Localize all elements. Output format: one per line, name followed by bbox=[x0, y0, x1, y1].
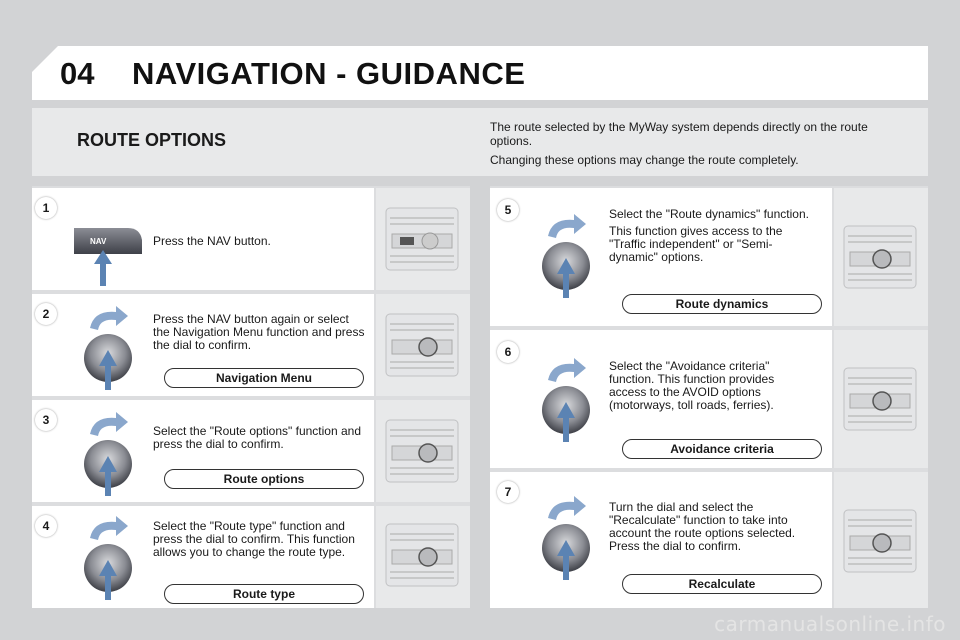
console-icon bbox=[842, 508, 918, 574]
step-text bbox=[153, 520, 358, 563]
watermark: carmanualsonline.info bbox=[714, 612, 946, 636]
console-icon bbox=[384, 522, 460, 588]
menu-button-route-type[interactable]: Route type bbox=[164, 584, 364, 604]
menu-button-recalculate[interactable]: Recalculate bbox=[622, 574, 822, 594]
step-number: 4 bbox=[35, 515, 57, 537]
section-number: 04 bbox=[60, 56, 95, 91]
intro-paragraph: Changing these options may change the route completely. bbox=[490, 153, 799, 167]
step-paragraph: Select the "Route dynamics" function. bbox=[609, 207, 809, 221]
step-text bbox=[153, 313, 368, 356]
menu-button-avoidance-criteria[interactable]: Avoidance criteria bbox=[622, 439, 822, 459]
page-title: NAVIGATION - GUIDANCE bbox=[132, 56, 526, 91]
dial-icon bbox=[538, 358, 598, 444]
nav-key-label: NAV bbox=[90, 237, 107, 246]
step-text bbox=[609, 501, 819, 557]
step-number: 5 bbox=[497, 199, 519, 221]
step-paragraph: Select the "Avoidance criteria" function. This function provides access to the AVOID options (motorways, toll roads, ferries). bbox=[609, 359, 775, 412]
step-number: 7 bbox=[497, 481, 519, 503]
step-paragraph: Select the "Route type" function and press the dial to confirm. This function allows you to change the route type. bbox=[153, 519, 355, 559]
step-paragraph: This function gives access to the "Traffic independent" or "Semi-dynamic" options. bbox=[609, 224, 783, 264]
dial-icon bbox=[80, 412, 140, 498]
console-icon bbox=[842, 224, 918, 290]
console-icon bbox=[842, 366, 918, 432]
step-number: 3 bbox=[35, 409, 57, 431]
dial-icon bbox=[80, 516, 140, 602]
step-text bbox=[609, 360, 809, 416]
step-paragraph: Turn the dial and select the "Recalculate" function to take into account the route options selected. Press the dial to confirm. bbox=[609, 500, 796, 553]
dial-icon bbox=[538, 214, 598, 300]
step-number: 1 bbox=[35, 197, 57, 219]
step-paragraph: Select the "Route options" function and press the dial to confirm. bbox=[153, 424, 361, 451]
step-text bbox=[153, 235, 363, 252]
menu-button-route-options[interactable]: Route options bbox=[164, 469, 364, 489]
step-number: 2 bbox=[35, 303, 57, 325]
dial-icon bbox=[538, 496, 598, 582]
section-title: ROUTE OPTIONS bbox=[77, 130, 227, 150]
intro-paragraph: The route selected by the MyWay system depends directly on the route options. bbox=[490, 120, 868, 148]
dial-icon bbox=[80, 306, 140, 392]
console-icon bbox=[384, 418, 460, 484]
console-icon bbox=[384, 312, 460, 378]
step-text bbox=[153, 425, 368, 455]
console-icon bbox=[384, 206, 460, 272]
step-text bbox=[609, 208, 809, 268]
intro-text bbox=[490, 120, 910, 172]
menu-button-navigation-menu[interactable]: Navigation Menu bbox=[164, 368, 364, 388]
nav-button-icon bbox=[70, 222, 146, 288]
step-paragraph: Press the NAV button again or select the Navigation Menu function and press the dial to confirm. bbox=[153, 312, 365, 352]
step-paragraph: Press the NAV button. bbox=[153, 234, 271, 248]
menu-button-route-dynamics[interactable]: Route dynamics bbox=[622, 294, 822, 314]
step-number: 6 bbox=[497, 341, 519, 363]
